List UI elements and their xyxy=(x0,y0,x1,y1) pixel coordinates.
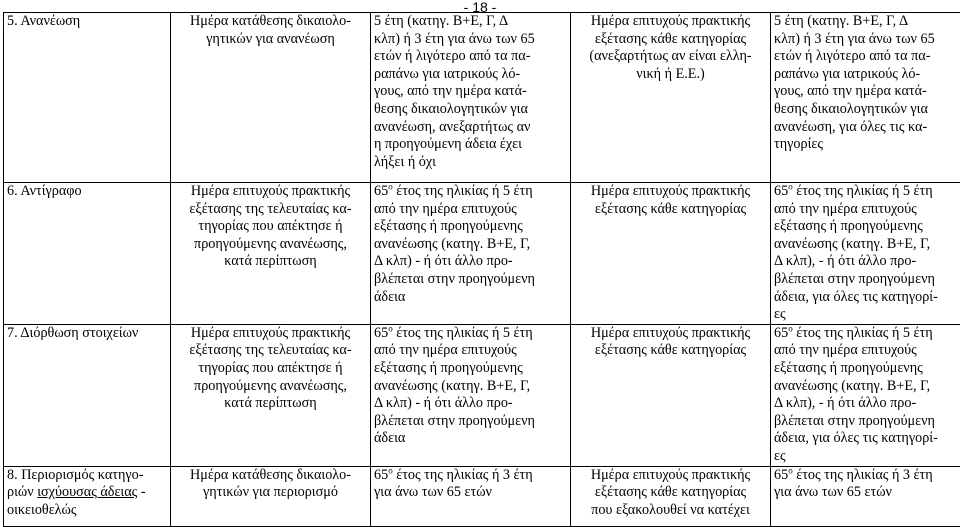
validity-text: έτος της ηλικίας ή 3 έτη για άνω των 65 ετών xyxy=(374,467,533,501)
category-validity-cell xyxy=(771,324,960,466)
ordinal-suffix: ο xyxy=(388,324,393,333)
category-start-date-cell: Ημέρα επιτυχούς πρακτικής εξέτασης κάθε κατηγορίας xyxy=(571,324,771,466)
ordinal-suffix: ο xyxy=(788,324,793,333)
table-row xyxy=(4,324,960,466)
category-start-date-cell: Ημέρα επιτυχούς πρακτικής εξέτασης κάθε κατηγορίας xyxy=(571,183,771,325)
row-title-cell xyxy=(4,466,171,526)
row-title-start: 8. Περιορισμός κατηγο- ριών xyxy=(7,467,143,501)
validity-text: έτος της ηλικίας ή 5 έτη από την ημέρα επιτυχούς εξέτασης ή προηγούμενης ανανέωσης (κατηγ. Β+Ε, Γ, Δ κλπ) - ή ότι άλλο προ- βλέπεται στην προηγούμενη άδεια xyxy=(374,325,535,447)
row-title-underlined: ισχύουσας άδειας xyxy=(37,484,137,500)
category-start-date-cell: Ημέρα επιτυχούς πρακτικής εξέτασης κάθε κατηγορίας που εξακολουθεί να κατέχει xyxy=(571,466,771,526)
table-row xyxy=(4,466,960,526)
category-validity-cell xyxy=(771,466,960,526)
age-number: 65 xyxy=(774,183,788,199)
validity-text: έτος της ηλικίας ή 3 έτη για άνω των 65 ετών xyxy=(774,467,933,501)
table-row xyxy=(4,183,960,325)
start-date-cell: Ημέρα κατάθεσης δικαιολο- γητικών για περιορισμό xyxy=(171,466,371,526)
age-number: 65 xyxy=(774,467,788,483)
ordinal-suffix: ο xyxy=(788,466,793,475)
start-date-cell: Ημέρα επιτυχούς πρακτικής εξέτασης της τελευταίας κα- τηγορίας που απέκτησε ή προηγούμενης ανανέωσης, κατά περίπτωση xyxy=(171,324,371,466)
row-title-cell: 6. Αντίγραφο xyxy=(4,183,171,325)
validity-table xyxy=(3,12,960,527)
validity-cell: 5 έτη (κατηγ. Β+Ε, Γ, Δ κλπ) ή 3 έτη για άνω των 65 ετών ή λιγότερο από τα πα- ραπάνω για ιατρικούς λό- γους, από την ημέρα κατά- θεσης δικαιολογητικών για ανανέωση, ανεξαρτήτως αν η προηγούμενη άδεια έχει λήξει ή όχι xyxy=(371,13,571,183)
ordinal-suffix: ο xyxy=(788,183,793,192)
validity-text: έτος της ηλικίας ή 5 έτη από την ημέρα επιτυχούς εξέτασης ή προηγούμενης ανανέωσης (κατηγ. Β+Ε, Γ, Δ κλπ), - ή ότι άλλο προ- βλέπεται στην προηγούμενη άδεια, για όλες τις κατηγορί- ες xyxy=(774,183,938,322)
start-date-cell: Ημέρα επιτυχούς πρακτικής εξέτασης της τελευταίας κα- τηγορίας που απέκτησε ή προηγούμενης ανανέωσης, κατά περίπτωση xyxy=(171,183,371,325)
validity-cell xyxy=(371,466,571,526)
category-validity-cell xyxy=(771,183,960,325)
table-row xyxy=(4,13,960,183)
age-number: 65 xyxy=(774,325,788,341)
age-number: 65 xyxy=(374,467,388,483)
validity-cell xyxy=(371,324,571,466)
age-number: 65 xyxy=(374,325,388,341)
row-title-cell: 5. Ανανέωση xyxy=(4,13,171,183)
category-validity-cell: 5 έτη (κατηγ. Β+Ε, Γ, Δ κλπ) ή 3 έτη για άνω των 65 ετών ή λιγότερο από τα πα- ραπάνω για ιατρικούς λό- γους, από την ημέρα κατά- θεσης δικαιολογητικών για ανανέωση, για όλες τις κα- τηγορίες xyxy=(771,13,960,183)
category-start-date-cell: Ημέρα επιτυχούς πρακτικής εξέτασης κάθε κατηγορίας (ανεξαρτήτως αν είναι ελλη- νική ή Ε.Ε.) xyxy=(571,13,771,183)
ordinal-suffix: ο xyxy=(388,183,393,192)
validity-text: έτος της ηλικίας ή 5 έτη από την ημέρα επιτυχούς εξέτασης ή προηγούμενης ανανέωσης (κατηγ. Β+Ε, Γ, Δ κλπ), - ή ότι άλλο προ- βλέπεται στην προηγούμενη άδεια, για όλες τις κατηγορί- ες xyxy=(774,325,938,464)
ordinal-suffix: ο xyxy=(388,466,393,475)
row-title-cell: 7. Διόρθωση στοιχείων xyxy=(4,324,171,466)
page-number: - 18 - xyxy=(0,0,960,14)
validity-cell xyxy=(371,183,571,325)
row-title-end: - οικειοθελώς xyxy=(7,484,146,518)
age-number: 65 xyxy=(374,183,388,199)
validity-text: έτος της ηλικίας ή 5 έτη από την ημέρα επιτυχούς εξέτασης ή προηγούμενης ανανέωσης (κατηγ. Β+Ε, Γ, Δ κλπ) - ή ότι άλλο προ- βλέπεται στην προηγούμενη άδεια xyxy=(374,183,535,305)
start-date-cell: Ημέρα κατάθεσης δικαιολο- γητικών για ανανέωση xyxy=(171,13,371,183)
